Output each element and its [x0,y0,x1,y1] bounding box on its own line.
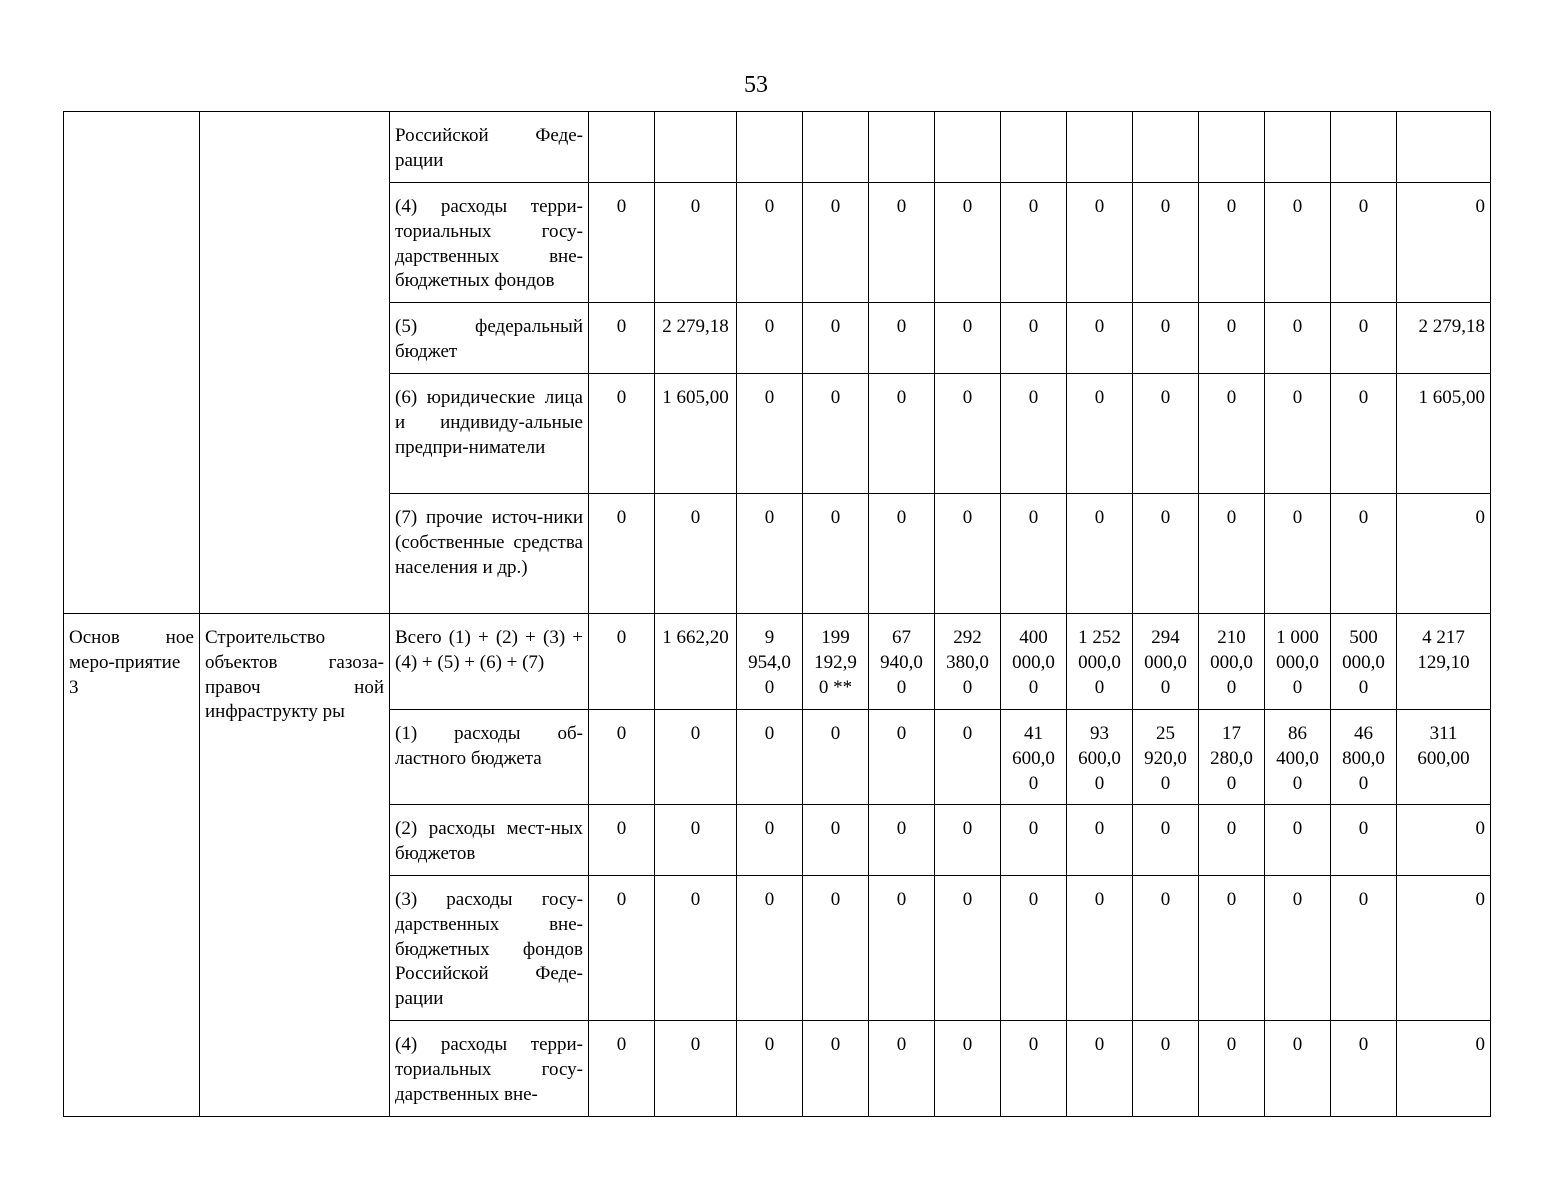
year-value-cell: 0 [1265,183,1331,303]
year-value-cell: 0 [589,494,655,614]
year-value-cell: 0 [1067,876,1133,1021]
year-value-cell: 0 [1331,805,1397,876]
year-value-cell: 0 [1001,494,1067,614]
year-value-cell: 0 [1067,1021,1133,1117]
year-value-cell: 17 280,0 0 [1199,710,1265,805]
year-value-cell: 0 [589,374,655,494]
year-value-cell: 0 [737,1021,803,1117]
year-value-cell: 0 [655,1021,737,1117]
year-value-cell: 0 [737,183,803,303]
year-value-cell: 0 [1331,494,1397,614]
year-value-cell: 0 [589,876,655,1021]
year-value-cell: 0 [655,805,737,876]
year-value-cell: 2 279,18 [655,303,737,374]
year-value-cell: 0 [803,1021,869,1117]
year-value-cell: 0 [1001,183,1067,303]
total-value-cell: 0 [1397,876,1491,1021]
funding-source-label: (3) расходы госу-дарственных вне-бюджетных фондов Российской Феде-рации [390,876,589,1021]
year-value-cell: 0 [1133,876,1199,1021]
year-value-cell: 0 [737,710,803,805]
measure-title-cell [200,112,390,614]
total-value-cell: 311 600,00 [1397,710,1491,805]
year-value-cell: 1 605,00 [655,374,737,494]
year-value-cell: 0 [869,374,935,494]
year-value-cell [935,112,1001,183]
funding-source-label: (2) расходы мест-ных бюджетов [390,805,589,876]
funding-source-label: Всего (1) + (2) + (3) + (4) + (5) + (6) + (7) [390,614,589,710]
year-value-cell: 0 [1067,805,1133,876]
year-value-cell: 0 [1001,805,1067,876]
funding-source-label: (4) расходы терри-ториальных госу-дарственных вне-бюджетных фондов [390,183,589,303]
year-value-cell: 0 [1067,494,1133,614]
year-value-cell [869,112,935,183]
year-value-cell: 0 [803,303,869,374]
year-value-cell: 0 [1001,374,1067,494]
year-value-cell: 0 [935,710,1001,805]
year-value-cell: 0 [737,805,803,876]
year-value-cell: 0 [1133,494,1199,614]
total-value-cell: 2 279,18 [1397,303,1491,374]
year-value-cell: 0 [803,805,869,876]
table-row [64,112,1491,183]
year-value-cell: 0 [1001,876,1067,1021]
year-value-cell [803,112,869,183]
funding-source-label: (1) расходы об-ластного бюджета [390,710,589,805]
year-value-cell [1265,112,1331,183]
year-value-cell: 0 [655,876,737,1021]
funding-source-label: (5) федеральный бюджет [390,303,589,374]
year-value-cell [589,112,655,183]
year-value-cell [1001,112,1067,183]
year-value-cell: 0 [589,303,655,374]
funding-source-label: Российской Феде-рации [390,112,589,183]
measure-name-cell: Основ ное меро-приятие 3 [64,614,200,1117]
year-value-cell: 0 [935,1021,1001,1117]
year-value-cell [737,112,803,183]
year-value-cell: 0 [869,494,935,614]
year-value-cell: 0 [935,303,1001,374]
year-value-cell: 0 [869,876,935,1021]
year-value-cell: 0 [1001,1021,1067,1117]
year-value-cell: 0 [1265,303,1331,374]
total-value-cell: 0 [1397,183,1491,303]
year-value-cell: 292 380,0 0 [935,614,1001,710]
funding-source-label: (7) прочие источ-ники (собственные средства населения и др.) [390,494,589,614]
year-value-cell: 86 400,0 0 [1265,710,1331,805]
year-value-cell: 0 [1265,805,1331,876]
total-value-cell [1397,112,1491,183]
year-value-cell: 0 [1331,183,1397,303]
year-value-cell: 500 000,0 0 [1331,614,1397,710]
year-value-cell: 93 600,0 0 [1067,710,1133,805]
year-value-cell: 0 [935,494,1001,614]
funding-source-label: (6) юридические лица и индивиду-альные предпри-ниматели [390,374,589,494]
year-value-cell: 0 [589,183,655,303]
year-value-cell: 0 [1067,183,1133,303]
year-value-cell: 0 [655,710,737,805]
total-value-cell: 1 605,00 [1397,374,1491,494]
year-value-cell: 0 [589,805,655,876]
measure-name-cell [64,112,200,614]
year-value-cell: 0 [1265,374,1331,494]
year-value-cell: 0 [1331,303,1397,374]
year-value-cell: 0 [1199,876,1265,1021]
year-value-cell: 0 [1265,876,1331,1021]
year-value-cell [655,112,737,183]
year-value-cell: 0 [1199,374,1265,494]
funding-table [63,111,1491,1117]
year-value-cell: 294 000,0 0 [1133,614,1199,710]
year-value-cell: 0 [655,494,737,614]
year-value-cell: 0 [589,1021,655,1117]
year-value-cell: 0 [803,710,869,805]
year-value-cell: 0 [803,183,869,303]
year-value-cell: 0 [803,494,869,614]
year-value-cell [1133,112,1199,183]
year-value-cell [1067,112,1133,183]
year-value-cell: 210 000,0 0 [1199,614,1265,710]
year-value-cell: 0 [1133,183,1199,303]
total-value-cell: 0 [1397,1021,1491,1117]
year-value-cell: 0 [737,303,803,374]
year-value-cell: 67 940,0 0 [869,614,935,710]
year-value-cell: 0 [1331,876,1397,1021]
total-value-cell: 4 217 129,10 [1397,614,1491,710]
year-value-cell: 0 [1199,494,1265,614]
year-value-cell [1331,112,1397,183]
year-value-cell: 0 [935,805,1001,876]
year-value-cell: 0 [1199,1021,1265,1117]
year-value-cell: 0 [935,183,1001,303]
year-value-cell: 0 [1133,303,1199,374]
year-value-cell: 0 [1331,1021,1397,1117]
measure-title-cell: Строительство объектов газоза-правоч ной инфраструкту ры [200,614,390,1117]
year-value-cell: 0 [1199,183,1265,303]
year-value-cell: 0 [869,183,935,303]
year-value-cell: 1 252 000,0 0 [1067,614,1133,710]
year-value-cell: 0 [737,374,803,494]
year-value-cell: 400 000,0 0 [1001,614,1067,710]
year-value-cell: 41 600,0 0 [1001,710,1067,805]
year-value-cell: 0 [1199,303,1265,374]
total-value-cell: 0 [1397,494,1491,614]
year-value-cell: 0 [737,494,803,614]
year-value-cell: 0 [1199,805,1265,876]
year-value-cell: 0 [1067,374,1133,494]
year-value-cell: 0 [869,1021,935,1117]
year-value-cell: 0 [803,374,869,494]
year-value-cell: 25 920,0 0 [1133,710,1199,805]
total-value-cell: 0 [1397,805,1491,876]
year-value-cell: 9 954,0 0 [737,614,803,710]
year-value-cell: 199 192,9 0 ** [803,614,869,710]
year-value-cell: 0 [655,183,737,303]
table-row [64,614,1491,710]
year-value-cell: 1 000 000,0 0 [1265,614,1331,710]
year-value-cell: 0 [869,303,935,374]
year-value-cell: 0 [1001,303,1067,374]
year-value-cell: 0 [935,876,1001,1021]
year-value-cell: 0 [869,710,935,805]
year-value-cell: 0 [737,876,803,1021]
year-value-cell: 0 [1133,805,1199,876]
year-value-cell: 0 [589,614,655,710]
year-value-cell: 0 [1133,1021,1199,1117]
year-value-cell [1199,112,1265,183]
year-value-cell: 0 [1067,303,1133,374]
year-value-cell: 0 [1265,494,1331,614]
page-number: 53 [744,72,768,98]
year-value-cell: 0 [935,374,1001,494]
year-value-cell: 0 [1265,1021,1331,1117]
year-value-cell: 0 [1133,374,1199,494]
funding-source-label: (4) расходы терри-ториальных госу-дарственных вне- [390,1021,589,1117]
year-value-cell: 46 800,0 0 [1331,710,1397,805]
year-value-cell: 1 662,20 [655,614,737,710]
year-value-cell: 0 [869,805,935,876]
year-value-cell: 0 [1331,374,1397,494]
year-value-cell: 0 [803,876,869,1021]
year-value-cell: 0 [589,710,655,805]
